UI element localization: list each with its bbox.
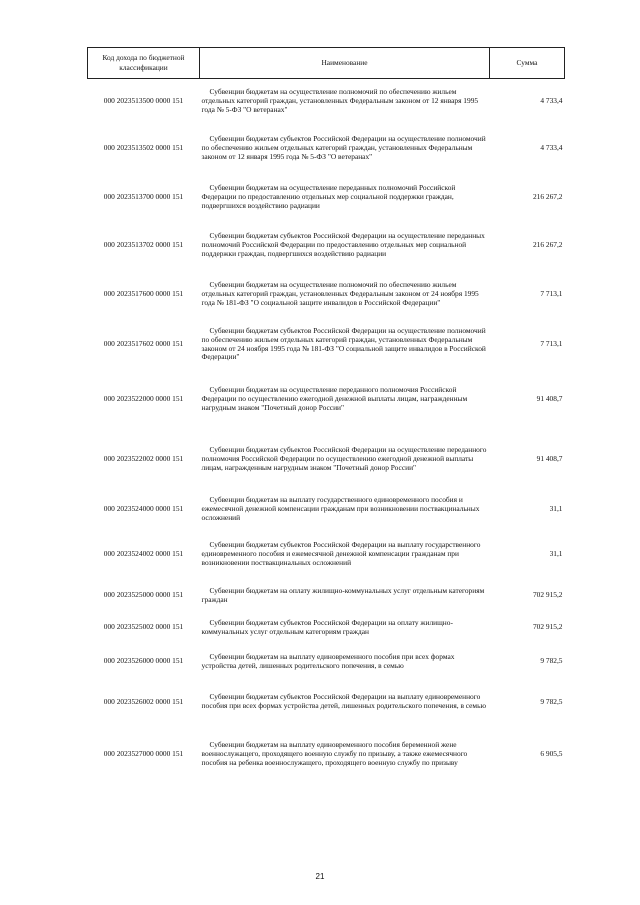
row-code: 000 2023527000 0000 151 bbox=[103, 749, 184, 759]
row-name-cell bbox=[200, 490, 490, 530]
row-name-cell bbox=[200, 270, 490, 320]
row-name-cell bbox=[200, 222, 490, 270]
row-name: Субвенции бюджетам на оплату жилищно-коммунальных услуг отдельным категориям граждан bbox=[201, 585, 485, 604]
table-row bbox=[88, 320, 565, 370]
row-name: Субвенции бюджетам субъектов Российской Федерации на осуществление переданного полномочия Российской Федерации по осуществлению ежегодной денежной выплаты лицам, награжденным нагрудным знаком "Почетный донор России" bbox=[201, 445, 487, 472]
row-name-cell bbox=[200, 644, 490, 680]
row-code: 000 2023525002 0000 151 bbox=[103, 622, 184, 632]
row-sum: 6 905,5 bbox=[540, 749, 563, 759]
row-sum: 91 408,7 bbox=[536, 454, 563, 464]
row-name: Субвенции бюджетам на осуществление переданного полномочия Российской Федерации по осуществлению ежегодной денежной выплаты лицам, награжденным нагрудным знаком "Почетный донор России" bbox=[201, 385, 468, 412]
row-code: 000 2023526002 0000 151 bbox=[103, 696, 184, 706]
row-code: 000 2023513702 0000 151 bbox=[103, 240, 184, 250]
row-name: Субвенции бюджетам на выплату государственного единовременного пособия и ежемесячной денежной компенсации гражданам при возникновении поствакцинальных осложнений bbox=[201, 495, 480, 522]
row-name-cell bbox=[200, 174, 490, 222]
row-name-cell bbox=[200, 680, 490, 725]
row-code: 000 2023513500 0000 151 bbox=[103, 95, 184, 105]
budget-table bbox=[87, 47, 565, 785]
header-name: Наименование bbox=[200, 48, 490, 79]
row-name: Субвенции бюджетам субъектов Российской Федерации на осуществление полномочий по обеспечению жильем отдельных категорий граждан, установленных Федеральным законом от 24 ноября 1995 года № 181-ФЗ "О социальной защите инвалидов в Российской Федерации" bbox=[201, 326, 486, 362]
row-sum: 216 267,2 bbox=[532, 192, 563, 202]
table-row bbox=[88, 680, 565, 725]
row-sum: 702 915,2 bbox=[532, 590, 563, 600]
row-sum: 4 733,4 bbox=[540, 95, 563, 105]
row-name: Субвенции бюджетам субъектов Российской Федерации на осуществление переданных полномочий Российской Федерации по предоставлению отдельных мер социальной поддержки граждан, подвергшихся воздействию радиации bbox=[201, 231, 485, 258]
row-name-cell bbox=[200, 580, 490, 612]
row-name: Субвенции бюджетам субъектов Российской Федерации на оплату жилищно-коммунальных услуг отдельным категориям граждан bbox=[201, 617, 453, 636]
row-name-cell bbox=[200, 430, 490, 490]
row-name: Субвенции бюджетам субъектов Российской Федерации на выплату единовременного пособия при всех формах устройства детей, лишенных родительского попечения, в семью bbox=[201, 692, 486, 710]
row-code: 000 2023525000 0000 151 bbox=[103, 590, 184, 600]
row-sum: 4 733,4 bbox=[540, 143, 563, 153]
row-sum: 31,1 bbox=[549, 504, 563, 514]
row-sum: 91 408,7 bbox=[536, 394, 563, 404]
row-sum: 9 782,5 bbox=[540, 656, 563, 666]
table-row bbox=[88, 124, 565, 174]
row-code: 000 2023513700 0000 151 bbox=[103, 192, 184, 202]
row-name-cell bbox=[200, 370, 490, 430]
row-name: Субвенции бюджетам на осуществление полномочий по обеспечению жильем отдельных категорий граждан, установленных Федеральным законом от 24 ноября 1995 года № 181-ФЗ "О социальной защите инвалидов в Российской Федерации" bbox=[201, 280, 479, 307]
table-row bbox=[88, 430, 565, 490]
row-name: Субвенции бюджетам субъектов Российской Федерации на осуществление полномочий по обеспечению жильем отдельных категорий граждан, установленных Федеральным законом от 12 января 1995 года № 5-ФЗ "О ветеранах" bbox=[201, 134, 486, 161]
row-sum: 31,1 bbox=[549, 549, 563, 559]
row-code: 000 2023513502 0000 151 bbox=[103, 143, 184, 153]
row-code: 000 2023522000 0000 151 bbox=[103, 394, 184, 404]
row-sum: 9 782,5 bbox=[540, 696, 563, 706]
table-row bbox=[88, 580, 565, 612]
row-sum: 216 267,2 bbox=[532, 240, 563, 250]
table-row bbox=[88, 174, 565, 222]
page-number: 21 bbox=[315, 872, 325, 881]
table-row bbox=[88, 612, 565, 644]
row-code: 000 2023522002 0000 151 bbox=[103, 454, 184, 464]
table-header-row bbox=[88, 48, 565, 79]
table-body bbox=[88, 79, 565, 785]
header-code: Код дохода по бюджетной классификации bbox=[88, 48, 200, 79]
row-sum: 702 915,2 bbox=[532, 622, 563, 632]
row-name-cell bbox=[200, 79, 490, 124]
table-row bbox=[88, 490, 565, 530]
table-row bbox=[88, 79, 565, 124]
row-name: Субвенции бюджетам на осуществление переданных полномочий Российской Федерации по предоставлению отдельных мер социальной поддержки граждан, подвергшихся воздействию радиации bbox=[201, 183, 456, 210]
table-row bbox=[88, 725, 565, 785]
row-name: Субвенции бюджетам на выплату единовременного пособия беременной жене военнослужащего, проходящего военную службу по призыву, а также ежемесячного пособия на ребенка военнослужащего, проходящего военную службу по призыву bbox=[201, 740, 468, 767]
row-name-cell bbox=[200, 612, 490, 644]
table-row bbox=[88, 370, 565, 430]
row-name-cell bbox=[200, 124, 490, 174]
header-sum: Сумма bbox=[490, 48, 565, 79]
row-name-cell bbox=[200, 530, 490, 580]
row-name: Субвенции бюджетам субъектов Российской Федерации на выплату государственного единовременного пособия и ежемесячной денежной компенсации гражданам при возникновении поствакцинальных осложнений bbox=[201, 540, 481, 567]
table-row bbox=[88, 530, 565, 580]
row-name: Субвенции бюджетам на выплату единовременного пособия при всех формах устройства детей, лишенных родительского попечения, в семью bbox=[201, 651, 455, 670]
table-row bbox=[88, 644, 565, 680]
row-name-cell bbox=[200, 725, 490, 785]
row-code: 000 2023517600 0000 151 bbox=[103, 289, 184, 299]
row-code: 000 2023526000 0000 151 bbox=[103, 656, 184, 666]
row-name-cell bbox=[200, 320, 490, 370]
table-row bbox=[88, 270, 565, 320]
row-code: 000 2023524000 0000 151 bbox=[103, 504, 184, 514]
row-sum: 7 713,1 bbox=[540, 339, 563, 349]
row-code: 000 2023524002 0000 151 bbox=[103, 549, 184, 559]
table-row bbox=[88, 222, 565, 270]
row-name: Субвенции бюджетам на осуществление полномочий по обеспечению жильем отдельных категорий граждан, установленных Федеральным законом от 12 января 1995 года № 5-ФЗ "О ветеранах" bbox=[201, 87, 479, 114]
row-sum: 7 713,1 bbox=[540, 289, 563, 299]
row-code: 000 2023517602 0000 151 bbox=[103, 339, 184, 349]
